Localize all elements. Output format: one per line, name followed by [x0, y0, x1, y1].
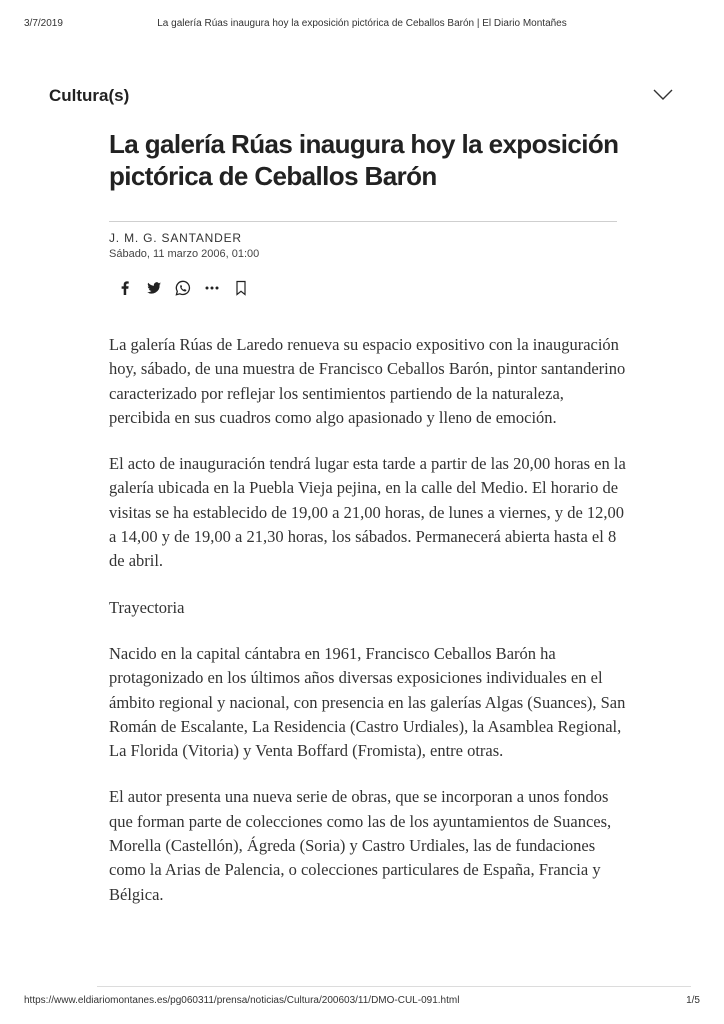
- twitter-icon[interactable]: [146, 280, 162, 296]
- more-icon[interactable]: [204, 280, 220, 296]
- chevron-down-icon[interactable]: [653, 88, 673, 102]
- paragraph-4: El autor presenta una nueva serie de obras, que se incorporan a unos fondos que forman parte de colecciones como las de los ayuntamientos de Suances, Morella (Castellón), Ágreda (Soria) y Castro Urdiales, las de fundaciones como la Arias de Palencia, o colecciones particulares de España, Francia y Bélgica.: [109, 787, 612, 904]
- print-page-title: La galería Rúas inaugura hoy la exposición pictórica de Ceballos Barón | El Diario Montañes: [157, 18, 567, 29]
- section-label[interactable]: Cultura(s): [49, 86, 130, 105]
- whatsapp-icon[interactable]: [175, 280, 191, 296]
- author: J. M. G. SANTANDER: [109, 231, 242, 245]
- section-bar: [49, 86, 675, 110]
- publication-date: Sábado, 11 marzo 2006, 01:00: [109, 248, 260, 260]
- paragraph-2: El acto de inauguración tendrá lugar esta tarde a partir de las 20,00 horas en la galería ubicada en la Puebla Vieja pejina, en la calle del Medio. El horario de visitas se ha establecido de 19,00 a 21,00 horas, de lunes a viernes, y de 12,00 a 14,00 y de 19,00 a 21,30 horas, los sábados. Permanecerá abierta hasta el 8 de abril.: [109, 454, 626, 571]
- headline-line-2: pictórica de Ceballos Barón: [109, 161, 437, 191]
- headline-line-1: La galería Rúas inaugura hoy la exposición: [109, 129, 619, 159]
- print-footer: [24, 995, 700, 1009]
- byline: [109, 231, 259, 261]
- article-body: [109, 333, 629, 929]
- subheading-trayectoria: Trayectoria: [109, 597, 185, 617]
- paragraph-3: Nacido en la capital cántabra en 1961, Francisco Ceballos Barón ha protagonizado en los últimos años diversas exposiciones individuales en el ámbito regional y nacional, con presencia en las galerías Algas (Suances), San Román de Escalante, La Residencia (Castro Urdiales), la Asamblea Regional, La Florida (Vitoria) y Venta Boffard (Fromista), entre otras.: [109, 643, 626, 761]
- paragraph-1: La galería Rúas de Laredo renueva su espacio expositivo con la inauguración hoy, sábado, de una muestra de Francisco Ceballos Barón, pintor santanderino caracterizado por reflejar los sentimientos partiendo de la naturaleza, percibida en sus cuadros como algo apasionado y lleno de emoción.: [109, 335, 626, 427]
- print-header: [24, 18, 700, 32]
- header-divider: [109, 221, 617, 222]
- page-url: https://www.eldiariomontanes.es/pg060311/prensa/noticias/Cultura/200603/11/DMO-CUL-091.html: [24, 995, 460, 1006]
- page-number: 1/5: [686, 995, 700, 1006]
- facebook-icon[interactable]: [117, 280, 133, 296]
- bookmark-icon[interactable]: [233, 280, 249, 296]
- footer-rule: [97, 986, 691, 987]
- print-date: 3/7/2019: [24, 18, 63, 29]
- article-headline: [109, 128, 629, 192]
